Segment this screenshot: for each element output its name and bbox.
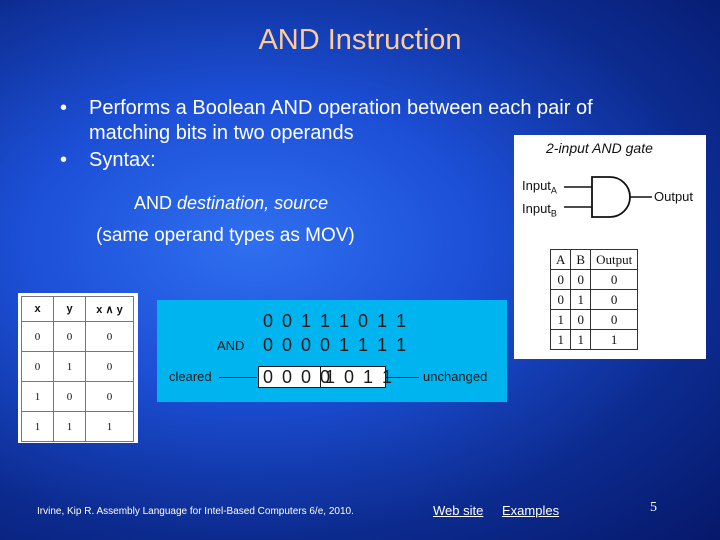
table-row: 1 0 0: [551, 310, 638, 330]
table-row: 1 0 0: [22, 382, 134, 412]
gate-input-b: Input$_B$: [522, 201, 557, 219]
gate-truth-table: [550, 249, 638, 350]
table-header: Output: [591, 250, 638, 270]
table-row: 1 1 1: [551, 330, 638, 350]
slide-title: AND Instruction: [258, 24, 462, 56]
bits-example-figure: [157, 300, 507, 402]
table-header: A: [551, 250, 571, 270]
operand2-bits: 0 0 0 0 1 1 1 1: [263, 335, 409, 355]
cleared-label: cleared: [169, 369, 212, 384]
syntax-operands: destination, source: [177, 193, 329, 213]
bullet-marker: •: [60, 149, 68, 171]
syntax-line: [134, 193, 328, 214]
table-header: x: [22, 297, 54, 322]
result-cleared-bits: 0 0 0 0: [263, 367, 333, 387]
unchanged-label: unchanged: [423, 369, 488, 384]
bullet-marker: •: [60, 97, 68, 119]
web-site-link[interactable]: Web site: [433, 503, 484, 518]
table-header: y: [54, 297, 86, 322]
gate-title: 2-input AND gate: [546, 140, 653, 156]
bullet-text: Performs a Boolean AND operation between each pair of matching bits in two operands: [89, 97, 593, 144]
same-operands-note: (same operand types as MOV): [96, 225, 355, 246]
operand1-bits: 0 0 1 1 1 0 1 1: [263, 311, 409, 331]
table-row: 0 1 0: [22, 352, 134, 382]
and-label: AND: [217, 338, 245, 353]
examples-link[interactable]: Examples: [502, 503, 560, 518]
table-row: 0 0 0: [22, 322, 134, 352]
table-header: B: [571, 250, 591, 270]
xy-truth-table: [21, 296, 134, 442]
citation: Irvine, Kip R. Assembly Language for Intel-Based Computers 6/e, 2010.: [37, 506, 354, 517]
table-row: 0 0 0: [551, 270, 638, 290]
page-number: 5: [650, 500, 657, 515]
xy-truth-table-figure: [18, 293, 138, 443]
result-unchanged-bits: 1 0 1 1: [325, 367, 395, 387]
syntax-keyword: AND: [134, 193, 173, 213]
cleared-pointer: [219, 377, 257, 378]
table-row: 1 1 1: [22, 412, 134, 442]
and-gate-figure: [514, 135, 706, 359]
bullet-text: Syntax:: [89, 149, 156, 171]
table-header: x ∧ y: [86, 297, 134, 322]
table-row: 0 1 0: [551, 290, 638, 310]
gate-input-a: Input$_A$: [522, 178, 557, 196]
gate-output: Output: [654, 189, 694, 204]
